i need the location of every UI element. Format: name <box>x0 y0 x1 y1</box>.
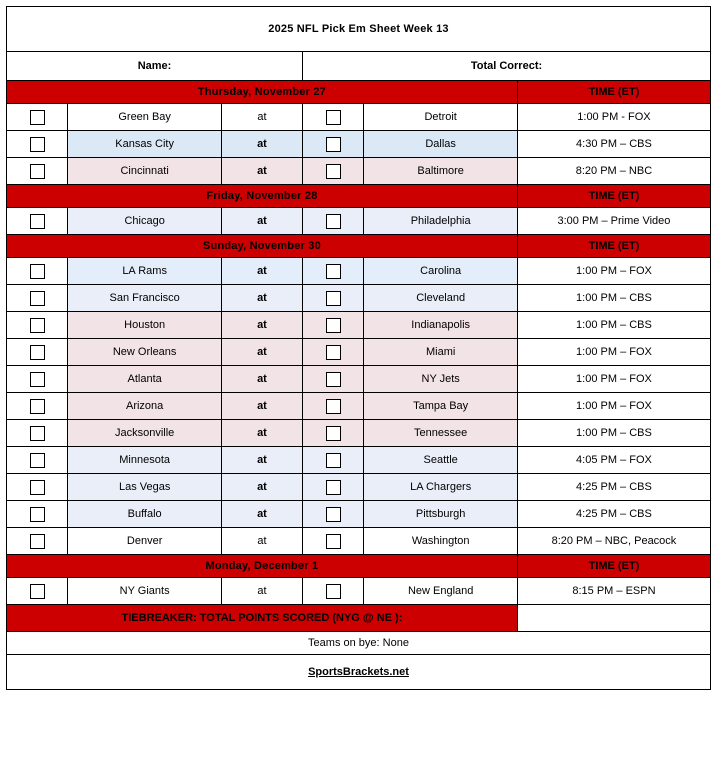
home-pick-checkbox[interactable] <box>303 285 364 312</box>
game-row <box>7 131 711 158</box>
at-label: at <box>221 339 302 366</box>
at-label: at <box>221 366 302 393</box>
home-pick-checkbox[interactable] <box>303 528 364 555</box>
game-time: 8:15 PM – ESPN <box>517 578 710 605</box>
away-team: Houston <box>68 312 222 339</box>
away-team: Kansas City <box>68 131 222 158</box>
away-team: Atlanta <box>68 366 222 393</box>
away-pick-checkbox[interactable] <box>7 474 68 501</box>
home-team: LA Chargers <box>364 474 518 501</box>
footer-row <box>7 655 711 690</box>
away-pick-checkbox[interactable] <box>7 131 68 158</box>
checkbox-icon[interactable] <box>30 399 45 414</box>
away-pick-checkbox[interactable] <box>7 104 68 131</box>
checkbox-icon[interactable] <box>30 507 45 522</box>
game-time: 4:30 PM – CBS <box>517 131 710 158</box>
time-header: TIME (ET) <box>517 81 710 104</box>
game-time: 4:25 PM – CBS <box>517 501 710 528</box>
at-label: at <box>221 447 302 474</box>
site-branding[interactable]: SportsBrackets.net <box>7 655 711 690</box>
home-pick-checkbox[interactable] <box>303 447 364 474</box>
checkbox-icon[interactable] <box>30 264 45 279</box>
home-team: Dallas <box>364 131 518 158</box>
checkbox-icon[interactable] <box>326 291 341 306</box>
game-row <box>7 312 711 339</box>
time-header: TIME (ET) <box>517 185 710 208</box>
home-team: Pittsburgh <box>364 501 518 528</box>
home-pick-checkbox[interactable] <box>303 258 364 285</box>
checkbox-icon[interactable] <box>30 372 45 387</box>
time-header: TIME (ET) <box>517 235 710 258</box>
info-row <box>7 52 711 81</box>
checkbox-icon[interactable] <box>326 214 341 229</box>
game-row <box>7 474 711 501</box>
home-pick-checkbox[interactable] <box>303 339 364 366</box>
checkbox-icon[interactable] <box>30 318 45 333</box>
at-label: at <box>221 312 302 339</box>
game-time: 1:00 PM – CBS <box>517 285 710 312</box>
checkbox-icon[interactable] <box>326 584 341 599</box>
home-pick-checkbox[interactable] <box>303 312 364 339</box>
checkbox-icon[interactable] <box>326 480 341 495</box>
home-pick-checkbox[interactable] <box>303 158 364 185</box>
away-team: Las Vegas <box>68 474 222 501</box>
checkbox-icon[interactable] <box>326 426 341 441</box>
checkbox-icon[interactable] <box>30 480 45 495</box>
day-header-row <box>7 235 711 258</box>
away-team: NY Giants <box>68 578 222 605</box>
checkbox-icon[interactable] <box>30 137 45 152</box>
game-time: 1:00 PM – FOX <box>517 393 710 420</box>
tiebreaker-input[interactable] <box>517 605 710 632</box>
game-time: 1:00 PM - FOX <box>517 104 710 131</box>
home-team: Detroit <box>364 104 518 131</box>
home-pick-checkbox[interactable] <box>303 131 364 158</box>
away-pick-checkbox[interactable] <box>7 420 68 447</box>
bye-row <box>7 632 711 655</box>
pick-em-table <box>6 6 711 690</box>
away-team: Jacksonville <box>68 420 222 447</box>
away-pick-checkbox[interactable] <box>7 312 68 339</box>
checkbox-icon[interactable] <box>30 164 45 179</box>
tiebreaker-label: TIEBREAKER: TOTAL POINTS SCORED (NYG @ NE ): <box>7 605 518 632</box>
game-row <box>7 208 711 235</box>
game-time: 8:20 PM – NBC, Peacock <box>517 528 710 555</box>
game-row <box>7 366 711 393</box>
day-label: Sunday, November 30 <box>7 235 518 258</box>
checkbox-icon[interactable] <box>30 345 45 360</box>
day-header-row <box>7 555 711 578</box>
at-label: at <box>221 474 302 501</box>
checkbox-icon[interactable] <box>326 110 341 125</box>
game-time: 1:00 PM – CBS <box>517 312 710 339</box>
away-team: Chicago <box>68 208 222 235</box>
home-team: Tampa Bay <box>364 393 518 420</box>
away-pick-checkbox[interactable] <box>7 366 68 393</box>
home-pick-checkbox[interactable] <box>303 393 364 420</box>
home-team: Tennessee <box>364 420 518 447</box>
away-pick-checkbox[interactable] <box>7 501 68 528</box>
game-row <box>7 578 711 605</box>
checkbox-icon[interactable] <box>326 507 341 522</box>
away-team: Buffalo <box>68 501 222 528</box>
home-team: Indianapolis <box>364 312 518 339</box>
home-team: Philadelphia <box>364 208 518 235</box>
checkbox-icon[interactable] <box>326 164 341 179</box>
checkbox-icon[interactable] <box>30 426 45 441</box>
game-time: 3:00 PM – Prime Video <box>517 208 710 235</box>
checkbox-icon[interactable] <box>30 584 45 599</box>
home-team: Seattle <box>364 447 518 474</box>
name-field[interactable]: Name: <box>7 52 303 81</box>
game-time: 1:00 PM – FOX <box>517 258 710 285</box>
at-label: at <box>221 528 302 555</box>
home-pick-checkbox[interactable] <box>303 104 364 131</box>
time-header: TIME (ET) <box>517 555 710 578</box>
title-row <box>7 7 711 52</box>
away-pick-checkbox[interactable] <box>7 447 68 474</box>
away-team: Arizona <box>68 393 222 420</box>
checkbox-icon[interactable] <box>326 534 341 549</box>
at-label: at <box>221 393 302 420</box>
away-pick-checkbox[interactable] <box>7 339 68 366</box>
away-team: LA Rams <box>68 258 222 285</box>
checkbox-icon[interactable] <box>30 453 45 468</box>
checkbox-icon[interactable] <box>30 534 45 549</box>
tiebreaker-row <box>7 605 711 632</box>
game-time: 4:05 PM – FOX <box>517 447 710 474</box>
game-row <box>7 420 711 447</box>
away-pick-checkbox[interactable] <box>7 208 68 235</box>
away-pick-checkbox[interactable] <box>7 158 68 185</box>
home-team: Baltimore <box>364 158 518 185</box>
away-team: Minnesota <box>68 447 222 474</box>
page-title: 2025 NFL Pick Em Sheet Week 13 <box>7 7 711 52</box>
at-label: at <box>221 104 302 131</box>
home-team: Washington <box>364 528 518 555</box>
away-team: New Orleans <box>68 339 222 366</box>
away-team: Green Bay <box>68 104 222 131</box>
game-row <box>7 104 711 131</box>
game-row <box>7 339 711 366</box>
away-pick-checkbox[interactable] <box>7 393 68 420</box>
checkbox-icon[interactable] <box>30 214 45 229</box>
total-correct-field[interactable]: Total Correct: <box>303 52 711 81</box>
away-team: San Francisco <box>68 285 222 312</box>
home-team: New England <box>364 578 518 605</box>
home-pick-checkbox[interactable] <box>303 474 364 501</box>
checkbox-icon[interactable] <box>30 110 45 125</box>
bye-teams: Teams on bye: None <box>7 632 711 655</box>
game-row <box>7 258 711 285</box>
checkbox-icon[interactable] <box>326 264 341 279</box>
home-pick-checkbox[interactable] <box>303 208 364 235</box>
home-pick-checkbox[interactable] <box>303 366 364 393</box>
home-team: Carolina <box>364 258 518 285</box>
checkbox-icon[interactable] <box>326 372 341 387</box>
game-time: 1:00 PM – FOX <box>517 339 710 366</box>
day-label: Monday, December 1 <box>7 555 518 578</box>
game-row <box>7 393 711 420</box>
checkbox-icon[interactable] <box>30 291 45 306</box>
away-pick-checkbox[interactable] <box>7 578 68 605</box>
game-time: 4:25 PM – CBS <box>517 474 710 501</box>
home-team: Cleveland <box>364 285 518 312</box>
away-team: Cincinnati <box>68 158 222 185</box>
checkbox-icon[interactable] <box>326 399 341 414</box>
game-time: 1:00 PM – CBS <box>517 420 710 447</box>
at-label: at <box>221 285 302 312</box>
at-label: at <box>221 208 302 235</box>
home-pick-checkbox[interactable] <box>303 578 364 605</box>
game-row <box>7 501 711 528</box>
checkbox-icon[interactable] <box>326 318 341 333</box>
away-pick-checkbox[interactable] <box>7 258 68 285</box>
checkbox-icon[interactable] <box>326 137 341 152</box>
game-row <box>7 158 711 185</box>
at-label: at <box>221 420 302 447</box>
checkbox-icon[interactable] <box>326 453 341 468</box>
at-label: at <box>221 131 302 158</box>
game-row <box>7 285 711 312</box>
game-time: 8:20 PM – NBC <box>517 158 710 185</box>
day-label: Friday, November 28 <box>7 185 518 208</box>
away-team: Denver <box>68 528 222 555</box>
game-row <box>7 528 711 555</box>
away-pick-checkbox[interactable] <box>7 285 68 312</box>
game-row <box>7 447 711 474</box>
home-pick-checkbox[interactable] <box>303 420 364 447</box>
home-team: NY Jets <box>364 366 518 393</box>
home-pick-checkbox[interactable] <box>303 501 364 528</box>
at-label: at <box>221 578 302 605</box>
at-label: at <box>221 258 302 285</box>
away-pick-checkbox[interactable] <box>7 528 68 555</box>
at-label: at <box>221 501 302 528</box>
home-team: Miami <box>364 339 518 366</box>
game-time: 1:00 PM – FOX <box>517 366 710 393</box>
checkbox-icon[interactable] <box>326 345 341 360</box>
day-header-row <box>7 185 711 208</box>
day-header-row <box>7 81 711 104</box>
day-label: Thursday, November 27 <box>7 81 518 104</box>
at-label: at <box>221 158 302 185</box>
